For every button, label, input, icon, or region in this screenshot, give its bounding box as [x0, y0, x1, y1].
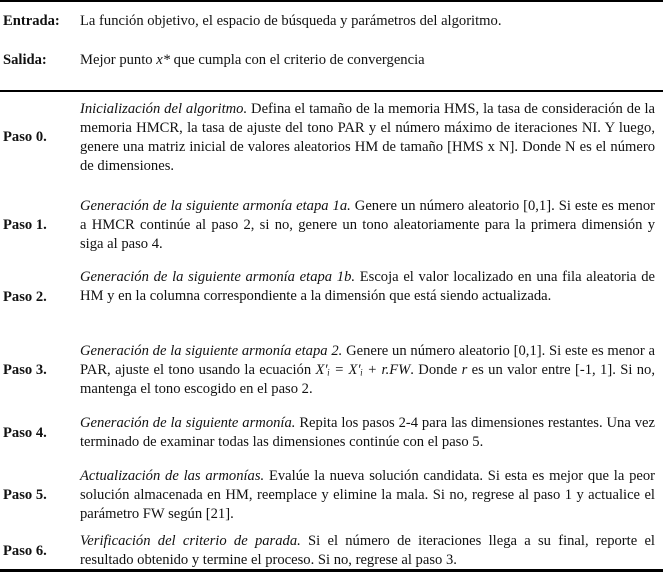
- top-rule: [0, 0, 663, 2]
- output-text: [80, 51, 655, 70]
- step-body: Repita los pasos 2-4 para las dimensiones restantes. Una vez terminado de examinar todas las dimensiones continúe con el paso 5.: [80, 415, 655, 450]
- step-text: [80, 268, 655, 306]
- step-label: Paso 1.: [3, 217, 47, 233]
- step-body: Defina el tamaño de la memoria HMS, la tasa de consideración de la memoria HMCR, la tasa de ajuste del tono PAR y el número máximo de iteraciones NI. Y luego, genere una matriz inicial de valores aleatorios HM de tamaño [HMS x N]. Donde N es el número de dimensiones.: [80, 101, 655, 174]
- step-label: Paso 2.: [3, 289, 47, 305]
- var-r: r: [461, 362, 468, 378]
- step-title: Inicialización del algoritmo.: [80, 101, 248, 117]
- step-label: Paso 5.: [3, 487, 47, 503]
- step-title: Verificación del criterio de parada.: [80, 533, 301, 549]
- input-label: Entrada:: [3, 13, 60, 29]
- step-text: [80, 342, 655, 399]
- output-text-post: que cumpla con el criterio de convergencia: [170, 52, 425, 68]
- middle-rule: [0, 90, 663, 92]
- equation: X′ᵢ = X′ᵢ + r.FW: [315, 362, 411, 378]
- step-text: [80, 100, 655, 176]
- input-text: La función objetivo, el espacio de búsqueda y parámetros del algoritmo.: [80, 13, 502, 29]
- step-title: Generación de la siguiente armonía etapa 2.: [80, 343, 343, 359]
- step-body: Si el número de iteraciones llega a su final, reporte el resultado obtenido y termine el proceso. Si no, regrese al paso 3.: [80, 533, 655, 568]
- step-body: Genere un número aleatorio [0,1]. Si este es menor a HMCR continúe al paso 2, si no, genere un tono aleatoriamente para la primera dimensión y siga al paso 4.: [80, 198, 655, 252]
- step-body-pre: Genere un número aleatorio [0,1]. Si este es menor a PAR, ajuste el tono usando la ecuación: [80, 343, 655, 378]
- step-title: Generación de la siguiente armonía etapa 1a.: [80, 198, 351, 214]
- output-symbol: x*: [156, 52, 170, 68]
- output-label: Salida:: [3, 52, 47, 68]
- step-label: Paso 6.: [3, 543, 47, 559]
- step-body: Escoja el valor localizado en una fila aleatoria de HM y en la columna correspondiente a la dimensión que está siendo actualizada.: [80, 269, 655, 304]
- step-label: Paso 4.: [3, 425, 47, 441]
- step-label: Paso 3.: [3, 362, 47, 378]
- step-text: [80, 414, 655, 452]
- bottom-rule: [0, 569, 663, 572]
- step-body-mid: . Donde: [410, 362, 462, 378]
- step-text: [80, 467, 655, 524]
- step-title: Generación de la siguiente armonía etapa 1b.: [80, 269, 356, 285]
- step-body: Evalúe la nueva solución candidata. Si esta es mejor que la peor solución almacenada en HM, reemplace y elimine la mala. Si no, regrese al paso 1 y actualice el parámetro FW según [21].: [80, 468, 656, 522]
- step-text: [80, 197, 655, 254]
- step-title: Actualización de las armonías.: [80, 468, 265, 484]
- output-text-pre: Mejor punto: [80, 52, 157, 68]
- step-title: Generación de la siguiente armonía.: [80, 415, 296, 431]
- step-text: [80, 532, 655, 570]
- step-body-post: es un valor entre [-1, 1]. Si no, mantenga el tono escogido en el paso 2.: [80, 362, 655, 397]
- step-label: Paso 0.: [3, 129, 47, 145]
